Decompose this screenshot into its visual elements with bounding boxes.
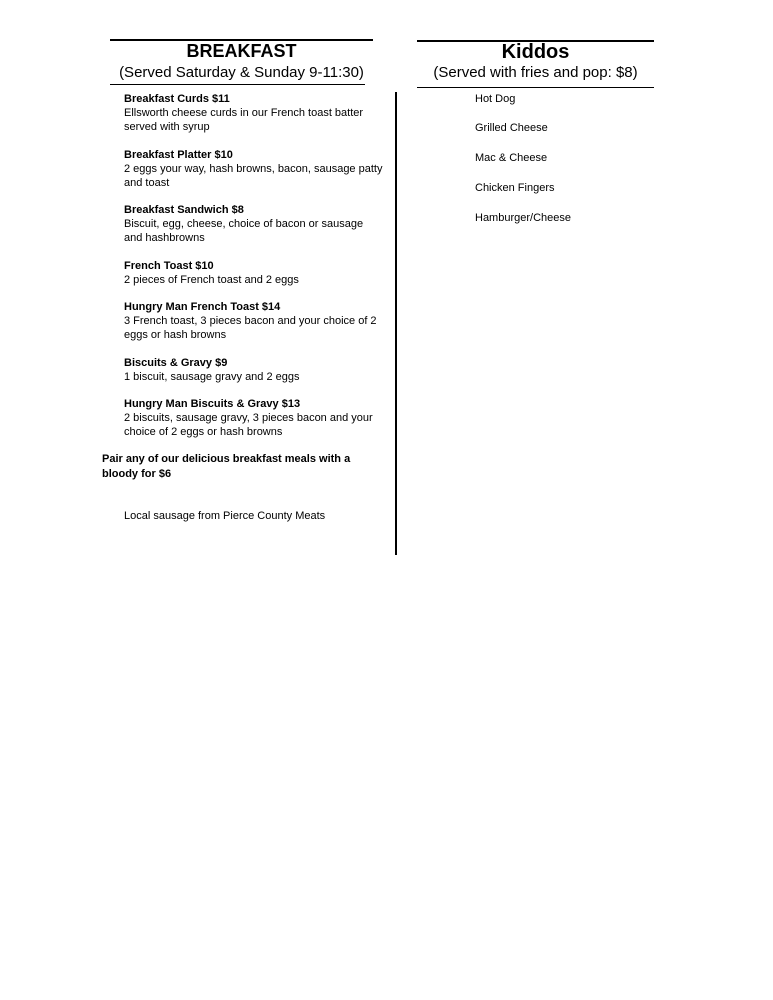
menu-item-description: 1 biscuit, sausage gravy and 2 eggs bbox=[124, 371, 300, 383]
kiddos-item-mac-cheese: Mac & Cheese bbox=[475, 152, 548, 164]
menu-item-hungry-man-biscuits-gravy bbox=[124, 397, 384, 439]
kiddos-item-chicken-fingers: Chicken Fingers bbox=[475, 182, 555, 194]
column-divider bbox=[395, 92, 397, 555]
breakfast-title: BREAKFAST bbox=[186, 41, 297, 61]
menu-item-description: Ellsworth cheese curds in our French toast batter served with syrup bbox=[124, 107, 364, 133]
menu-item-title: Breakfast Platter $10 bbox=[124, 149, 233, 161]
menu-item-description: Biscuit, egg, cheese, choice of bacon or sausage and hashbrowns bbox=[124, 218, 364, 244]
menu-item-breakfast-curds bbox=[124, 92, 384, 134]
menu-item-title: Biscuits & Gravy $9 bbox=[124, 357, 228, 369]
breakfast-subtitle: (Served Saturday & Sunday 9-11:30) bbox=[119, 64, 364, 81]
kiddos-item-hamburger-cheese: Hamburger/Cheese bbox=[475, 212, 571, 224]
menu-item-french-toast bbox=[124, 259, 384, 287]
kiddos-subtitle-rule bbox=[417, 87, 654, 88]
menu-item-hungry-man-french-toast bbox=[124, 300, 384, 342]
local-sausage-note: Local sausage from Pierce County Meats bbox=[124, 510, 326, 522]
bloody-pairing-note: Pair any of our delicious breakfast meals with a bloody for $6 bbox=[102, 453, 351, 480]
kiddos-title: Kiddos bbox=[501, 41, 570, 63]
menu-item-title: Hungry Man French Toast $14 bbox=[124, 301, 281, 313]
menu-item-description: 3 French toast, 3 pieces bacon and your choice of 2 eggs or hash browns bbox=[124, 315, 377, 341]
menu-item-description: 2 biscuits, sausage gravy, 3 pieces bacon and your choice of 2 eggs or hash browns bbox=[124, 412, 373, 438]
menu-item-breakfast-sandwich bbox=[124, 203, 384, 245]
menu-item-description: 2 eggs your way, hash browns, bacon, sausage patty and toast bbox=[124, 163, 383, 189]
kiddos-subtitle: (Served with fries and pop: $8) bbox=[433, 64, 638, 81]
menu-item-title: Hungry Man Biscuits & Gravy $13 bbox=[124, 398, 301, 410]
menu-item-title: Breakfast Curds $11 bbox=[124, 93, 230, 105]
menu-item-title: French Toast $10 bbox=[124, 260, 214, 272]
menu-item-breakfast-platter bbox=[124, 148, 384, 190]
menu-item-description: 2 pieces of French toast and 2 eggs bbox=[124, 274, 299, 286]
breakfast-subtitle-rule bbox=[110, 84, 365, 85]
menu-item-biscuits-gravy bbox=[124, 356, 384, 384]
kiddos-item-hot-dog: Hot Dog bbox=[475, 93, 516, 105]
kiddos-item-grilled-cheese: Grilled Cheese bbox=[475, 122, 548, 134]
menu-item-title: Breakfast Sandwich $8 bbox=[124, 204, 244, 216]
